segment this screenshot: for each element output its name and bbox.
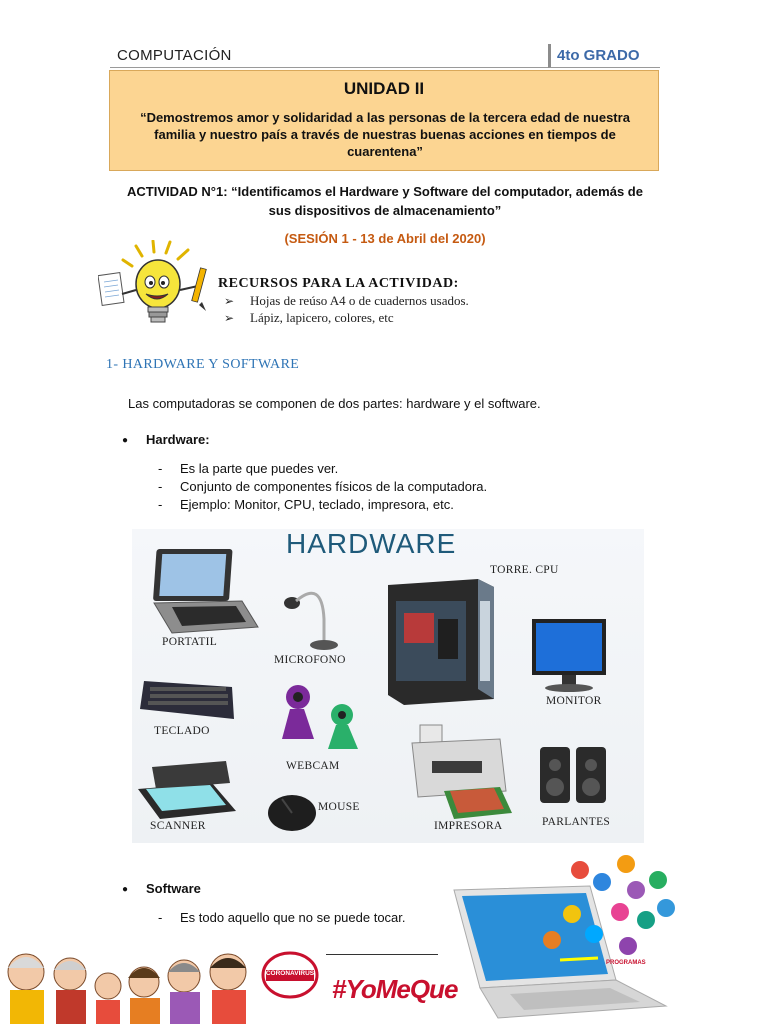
resource-item: ➢ Hojas de reúso A4 o de cuadernos usados. <box>224 293 469 308</box>
activity-title-line1: ACTIVIDAD N°1: “Identificamos el Hardware y Software del computador, además de <box>127 184 643 199</box>
label-impresora: IMPRESORA <box>434 820 503 832</box>
software-point: - Es todo aquello que no se puede tocar. <box>158 910 406 925</box>
session-date: (SESIÓN 1 - 13 de Abril del 2020) <box>284 231 486 246</box>
printer-icon <box>412 725 512 819</box>
bullet-icon: ● <box>122 884 129 895</box>
hashtag-box <box>330 972 458 1016</box>
monitor-icon <box>532 619 606 692</box>
header-subject: COMPUTACIÓN <box>117 47 232 64</box>
arrow-bullet-icon: ➢ <box>224 311 235 325</box>
label-parlantes: PARLANTES <box>542 816 611 828</box>
bullet-icon: ● <box>122 435 129 446</box>
signature-line <box>326 954 438 955</box>
label-portatil: PORTATIL <box>162 636 218 648</box>
hardware-point: - Es la parte que puedes ver. <box>158 461 339 476</box>
hashtag-text: #YoMeQue <box>332 974 458 1004</box>
family-illustration <box>0 948 256 1024</box>
arrow-bullet-icon: ➢ <box>224 294 235 308</box>
keyboard-icon <box>140 681 234 719</box>
label-microfono: MICROFONO <box>274 654 346 666</box>
software-laptop-illustration <box>440 850 686 1022</box>
header-subject-cell <box>110 44 548 68</box>
cpu-tower-icon <box>388 579 494 705</box>
webcam-icon <box>282 685 358 749</box>
family-members-icon <box>8 954 246 1024</box>
scanner-icon <box>138 761 236 819</box>
label-mouse: MOUSE <box>318 801 360 813</box>
unit-box <box>109 70 659 171</box>
section-heading: 1- HARDWARE Y SOFTWARE <box>106 357 300 372</box>
hardware-point: - Conjunto de componentes físicos de la computadora. <box>158 479 488 494</box>
microphone-icon <box>284 593 338 650</box>
label-torre: TORRE. CPU <box>490 564 559 576</box>
speakers-icon <box>540 747 606 803</box>
header-grade-cell <box>548 44 660 68</box>
coronavirus-label: CORONAVIRUS <box>265 970 315 977</box>
software-bullet: ● Software <box>122 881 201 896</box>
programas-label: PROGRAMAS <box>606 960 646 966</box>
laptop-icon <box>153 549 258 633</box>
label-monitor: MONITOR <box>546 695 602 707</box>
activity-title-line2: sus dispositivos de almacenamiento” <box>268 203 502 218</box>
label-scanner: SCANNER <box>150 820 206 832</box>
lightbulb-mascot-icon <box>98 240 214 334</box>
label-webcam: WEBCAM <box>286 760 340 772</box>
hardware-bullet: ● Hardware: <box>122 432 210 447</box>
resources-title: RECURSOS PARA LA ACTIVIDAD: <box>218 276 459 291</box>
unit-title: UNIDAD II <box>343 79 425 98</box>
hardware-image-title: HARDWARE <box>286 528 457 559</box>
header-grade: 4to GRADO <box>557 47 640 64</box>
hardware-devices-illustration <box>132 529 644 843</box>
hardware-point: - Ejemplo: Monitor, CPU, teclado, impresora, etc. <box>158 497 454 512</box>
mouse-icon <box>268 795 316 831</box>
section-intro: Las computadoras se componen de dos partes: hardware y el software. <box>128 396 541 411</box>
resource-item: ➢ Lápiz, lapicero, colores, etc <box>224 310 394 325</box>
activity-title <box>110 182 660 220</box>
unit-quote: “Demostremos amor y solidaridad a las personas de la tercera edad de nuestra familia y nuestro país a través de nuestras buenas acciones en tiempos de cuarentena” <box>140 110 630 159</box>
label-teclado: TECLADO <box>154 725 210 737</box>
